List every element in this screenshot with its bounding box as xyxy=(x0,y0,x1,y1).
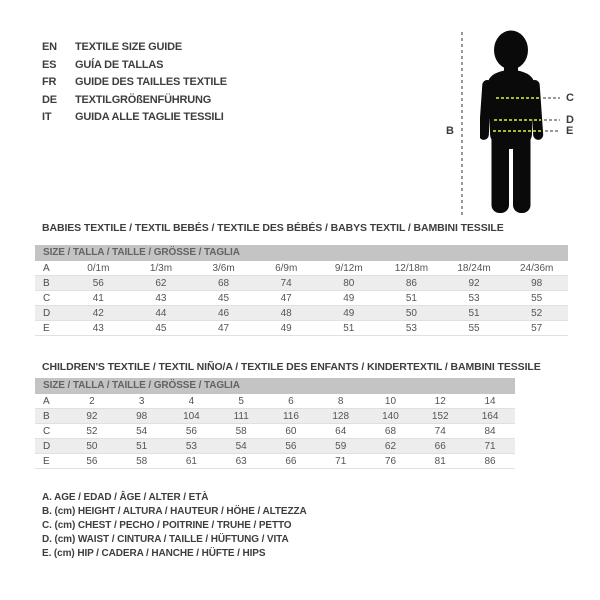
legend-line: D. (cm) WAIST / CINTURA / TAILLE / HÜFTUNG / VITA xyxy=(42,534,289,545)
table-row xyxy=(35,291,568,306)
size-cell: 18/24m xyxy=(443,261,506,276)
size-cell: 52 xyxy=(67,424,117,439)
size-cell: 128 xyxy=(316,409,366,424)
size-cell: 58 xyxy=(216,424,266,439)
size-cell: 3/6m xyxy=(192,261,255,276)
size-cell: 49 xyxy=(255,321,318,336)
size-cell: 164 xyxy=(465,409,515,424)
size-cell: 4 xyxy=(167,394,217,409)
figure-label-chest-c: C xyxy=(566,92,574,104)
size-cell: 51 xyxy=(318,321,381,336)
size-cell: 43 xyxy=(67,321,130,336)
language-code: FR xyxy=(42,76,57,88)
row-label: E xyxy=(35,454,67,469)
size-cell: 52 xyxy=(505,306,568,321)
children-section-title: CHILDREN'S TEXTILE / TEXTIL NIÑO/A / TEXTILE DES ENFANTS / KINDERTEXTIL / BAMBINI TESSILE xyxy=(42,361,541,373)
size-cell: 47 xyxy=(192,321,255,336)
size-cell: 116 xyxy=(266,409,316,424)
legend-line: C. (cm) CHEST / PECHO / POITRINE / TRUHE / PETTO xyxy=(42,520,292,531)
size-cell: 12/18m xyxy=(380,261,443,276)
waist-measure-line-d xyxy=(494,119,541,121)
table-row xyxy=(35,454,515,469)
size-cell: 86 xyxy=(380,276,443,291)
size-cell: 14 xyxy=(465,394,515,409)
language-code: DE xyxy=(42,93,57,106)
children-textile-section xyxy=(35,361,541,469)
size-cell: 45 xyxy=(130,321,193,336)
row-label: B xyxy=(35,276,67,291)
size-cell: 3 xyxy=(117,394,167,409)
chest-leader-line-c xyxy=(543,97,560,99)
size-cell: 8 xyxy=(316,394,366,409)
size-cell: 43 xyxy=(130,291,193,306)
table-row xyxy=(35,409,515,424)
size-cell: 92 xyxy=(67,409,117,424)
language-title: TEXTILGRÖßENFÜHRUNG xyxy=(75,93,212,106)
size-cell: 56 xyxy=(167,424,217,439)
height-measure-line-b xyxy=(461,32,463,218)
size-cell: 6/9m xyxy=(255,261,318,276)
child-silhouette-image xyxy=(480,30,550,216)
size-cell: 47 xyxy=(255,291,318,306)
size-cell: 2 xyxy=(67,394,117,409)
row-label: A xyxy=(35,261,67,276)
language-title: GUIDE DES TAILLES TEXTILE xyxy=(75,76,227,88)
size-cell: 54 xyxy=(216,439,266,454)
size-cell: 12 xyxy=(415,394,465,409)
table-row xyxy=(35,424,515,439)
hip-leader-line-e xyxy=(545,130,560,132)
size-cell: 56 xyxy=(67,454,117,469)
language-title: TEXTILE SIZE GUIDE xyxy=(75,41,183,53)
size-cell: 74 xyxy=(415,424,465,439)
babies-size-table xyxy=(35,261,568,336)
legend-line: E. (cm) HIP / CADERA / HANCHE / HÜFTE / HIPS xyxy=(42,548,266,559)
legend-line: A. AGE / EDAD / ÂGE / ALTER / ETÀ xyxy=(42,492,209,503)
babies-textile-section xyxy=(35,222,568,336)
table-row xyxy=(35,439,515,454)
size-cell: 49 xyxy=(318,306,381,321)
size-cell: 53 xyxy=(167,439,217,454)
size-cell: 55 xyxy=(443,321,506,336)
size-cell: 10 xyxy=(366,394,416,409)
size-cell: 1/3m xyxy=(130,261,193,276)
size-cell: 49 xyxy=(318,291,381,306)
size-cell: 24/36m xyxy=(505,261,568,276)
size-cell: 62 xyxy=(366,439,416,454)
row-label: B xyxy=(35,409,67,424)
size-cell: 111 xyxy=(216,409,266,424)
child-figure xyxy=(0,0,600,230)
size-cell: 45 xyxy=(192,291,255,306)
size-cell: 60 xyxy=(266,424,316,439)
table-row xyxy=(35,306,568,321)
size-cell: 53 xyxy=(380,321,443,336)
size-cell: 53 xyxy=(443,291,506,306)
size-cell: 44 xyxy=(130,306,193,321)
language-title: GUÍA DE TALLAS xyxy=(75,58,164,71)
size-cell: 41 xyxy=(67,291,130,306)
size-cell: 56 xyxy=(266,439,316,454)
size-cell: 68 xyxy=(366,424,416,439)
size-cell: 59 xyxy=(316,439,366,454)
size-cell: 56 xyxy=(67,276,130,291)
language-code: ES xyxy=(42,58,57,71)
waist-leader-line-d xyxy=(544,119,560,121)
size-cell: 5 xyxy=(216,394,266,409)
size-cell: 66 xyxy=(266,454,316,469)
figure-label-height-b: B xyxy=(446,125,454,137)
size-cell: 64 xyxy=(316,424,366,439)
size-cell: 80 xyxy=(318,276,381,291)
size-cell: 84 xyxy=(465,424,515,439)
size-cell: 98 xyxy=(117,409,167,424)
size-cell: 54 xyxy=(117,424,167,439)
row-label: E xyxy=(35,321,67,336)
size-cell: 71 xyxy=(465,439,515,454)
table-row xyxy=(35,276,568,291)
language-title: GUIDA ALLE TAGLIE TESSILI xyxy=(75,111,224,123)
measurement-legend xyxy=(42,491,307,561)
size-cell: 0/1m xyxy=(67,261,130,276)
size-cell: 58 xyxy=(117,454,167,469)
size-cell: 86 xyxy=(465,454,515,469)
row-label: D xyxy=(35,306,67,321)
size-cell: 50 xyxy=(67,439,117,454)
figure-label-hip-e: E xyxy=(566,125,574,137)
size-cell: 140 xyxy=(366,409,416,424)
hip-measure-line-e xyxy=(493,130,542,132)
table-row xyxy=(35,261,568,276)
table-row xyxy=(35,321,568,336)
size-cell: 51 xyxy=(443,306,506,321)
size-cell: 74 xyxy=(255,276,318,291)
size-cell: 50 xyxy=(380,306,443,321)
size-cell: 9/12m xyxy=(318,261,381,276)
children-size-header-bar: SIZE / TALLA / TAILLE / GRÖSSE / TAGLIA xyxy=(35,378,515,394)
legend-line: B. (cm) HEIGHT / ALTURA / HAUTEUR / HÖHE / ALTEZZA xyxy=(42,506,307,517)
size-cell: 61 xyxy=(167,454,217,469)
row-label: C xyxy=(35,424,67,439)
size-cell: 42 xyxy=(67,306,130,321)
size-cell: 71 xyxy=(316,454,366,469)
language-code: IT xyxy=(42,111,52,123)
size-cell: 92 xyxy=(443,276,506,291)
babies-section-title: BABIES TEXTILE / TEXTIL BEBÉS / TEXTILE DES BÉBÉS / BABYS TEXTIL / BAMBINI TESSILE xyxy=(42,222,504,234)
row-label: D xyxy=(35,439,67,454)
size-cell: 76 xyxy=(366,454,416,469)
size-cell: 104 xyxy=(167,409,217,424)
size-cell: 55 xyxy=(505,291,568,306)
size-cell: 51 xyxy=(117,439,167,454)
figure-label-waist-d: D xyxy=(566,114,574,126)
table-row xyxy=(35,394,515,409)
size-cell: 66 xyxy=(415,439,465,454)
size-cell: 81 xyxy=(415,454,465,469)
size-cell: 62 xyxy=(130,276,193,291)
babies-size-header-bar: SIZE / TALLA / TAILLE / GRÖSSE / TAGLIA xyxy=(35,245,568,261)
size-cell: 48 xyxy=(255,306,318,321)
chest-measure-line-c xyxy=(496,97,540,99)
row-label: C xyxy=(35,291,67,306)
size-cell: 57 xyxy=(505,321,568,336)
children-size-table xyxy=(35,394,515,469)
size-cell: 98 xyxy=(505,276,568,291)
language-code: EN xyxy=(42,41,57,53)
size-cell: 46 xyxy=(192,306,255,321)
row-label: A xyxy=(35,394,67,409)
size-cell: 6 xyxy=(266,394,316,409)
size-cell: 63 xyxy=(216,454,266,469)
size-cell: 51 xyxy=(380,291,443,306)
size-cell: 68 xyxy=(192,276,255,291)
size-cell: 152 xyxy=(415,409,465,424)
